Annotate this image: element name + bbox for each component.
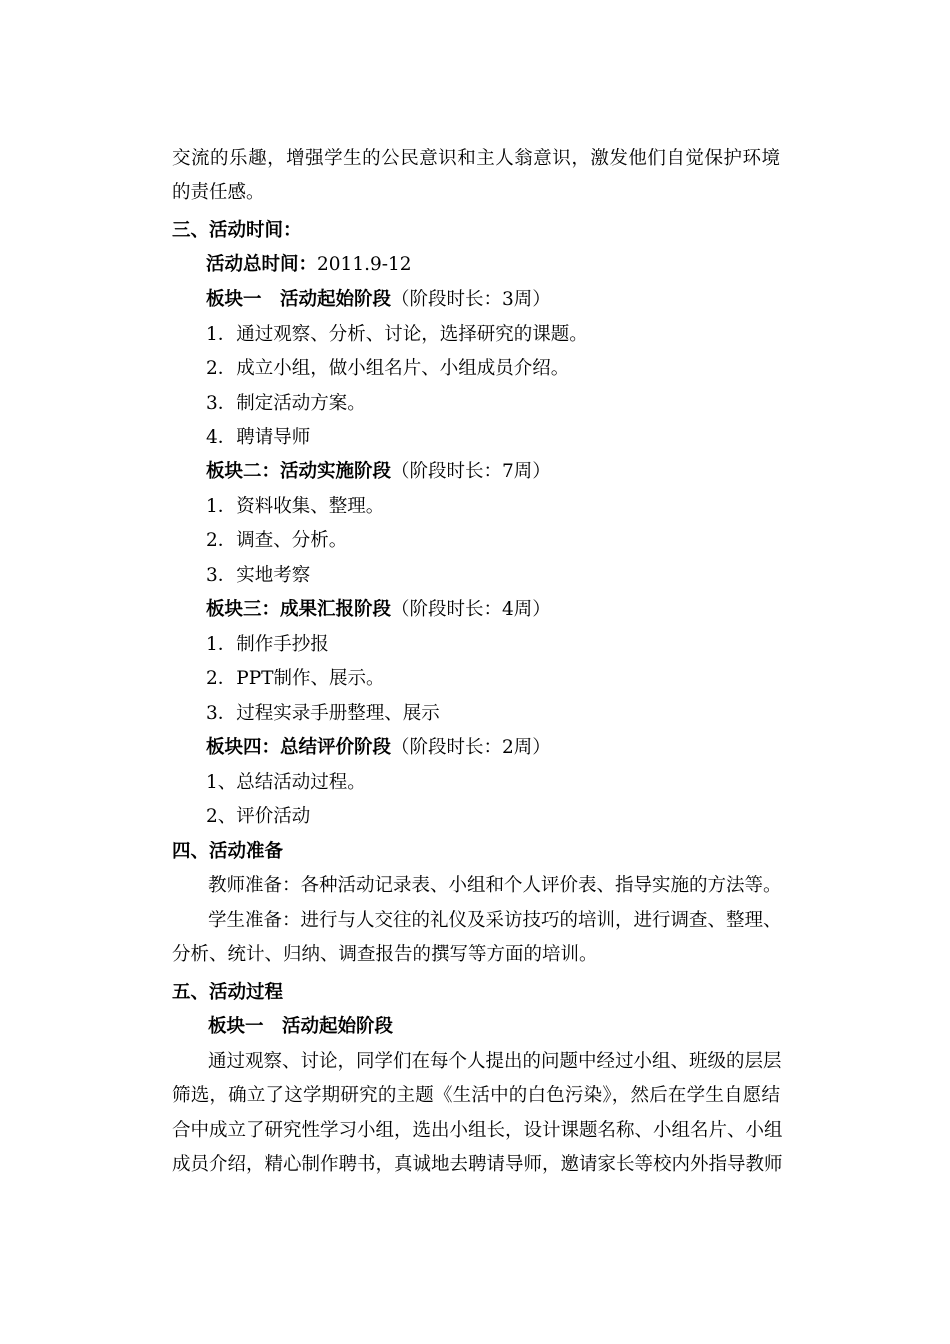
block2-item-2: 2．调查、分析。 [206,530,348,551]
block2-item-1: 1．资料收集、整理。 [206,496,385,517]
block3-item-3: 3．过程实录手册整理、展示 [206,703,440,724]
block1-heading [206,287,551,313]
intro-line-2: 的责任感。 [172,182,265,203]
block1-title: 板块一 活动起始阶段 [206,289,392,310]
block3-heading [206,597,551,623]
student-prep-line-1: 学生准备：进行与人交往的礼仪及采访技巧的培训，进行调查、整理、 [208,910,782,931]
block4-item-1: 1、总结活动过程。 [206,772,366,793]
block3-duration: （阶段时长：4周） [391,599,551,620]
block4-item-2: 2、评价活动 [206,806,311,827]
intro-line-1: 交流的乐趣，增强学生的公民意识和主人翁意识，激发他们自觉保护环境 [172,148,780,169]
block1-item-4: 4．聘请导师 [206,427,311,448]
process-para-line-2: 筛选，确立了这学期研究的主题《生活中的白色污染》，然后在学生自愿结 [172,1085,780,1106]
process-para-line-4: 成员介绍，精心制作聘书，真诚地去聘请导师，邀请家长等校内外指导教师 [172,1154,783,1175]
block3-item-2: 2．PPT制作、展示。 [206,668,385,689]
block4-title: 板块四：总结评价阶段 [206,737,392,758]
block4-heading [206,735,551,761]
block1-item-1: 1．通过观察、分析、讨论，选择研究的课题。 [206,324,588,345]
teacher-prep: 教师准备：各种活动记录表、小组和个人评价表、指导实施的方法等。 [208,875,782,896]
section-5-block1-title: 板块一 活动起始阶段 [208,1016,394,1037]
block1-duration: （阶段时长：3周） [391,289,551,310]
block1-item-3: 3．制定活动方案。 [206,393,366,414]
process-para-line-3: 合中成立了研究性学习小组，选出小组长，设计课题名称、小组名片、小组 [172,1120,783,1141]
block3-item-1: 1．制作手抄报 [206,634,329,655]
block2-title: 板块二：活动实施阶段 [206,461,392,482]
process-para-line-1: 通过观察、讨论，同学们在每个人提出的问题中经过小组、班级的层层 [208,1051,782,1072]
block2-heading [206,459,551,485]
block1-item-2: 2．成立小组，做小组名片、小组成员介绍。 [206,358,570,379]
section-4-heading: 四、活动准备 [172,841,284,862]
section-5-heading: 五、活动过程 [172,982,284,1003]
total-time-label: 活动总时间： [206,254,318,275]
total-time-line [206,252,412,278]
block2-duration: （阶段时长：7周） [391,461,551,482]
section-3-heading: 三、活动时间： [172,220,302,241]
student-prep-line-2: 分析、统计、归纳、调查报告的撰写等方面的培训。 [172,944,598,965]
block4-duration: （阶段时长：2周） [391,737,551,758]
block2-item-3: 3．实地考察 [206,565,311,586]
block3-title: 板块三：成果汇报阶段 [206,599,392,620]
total-time-value: 2011.9-12 [317,254,412,275]
